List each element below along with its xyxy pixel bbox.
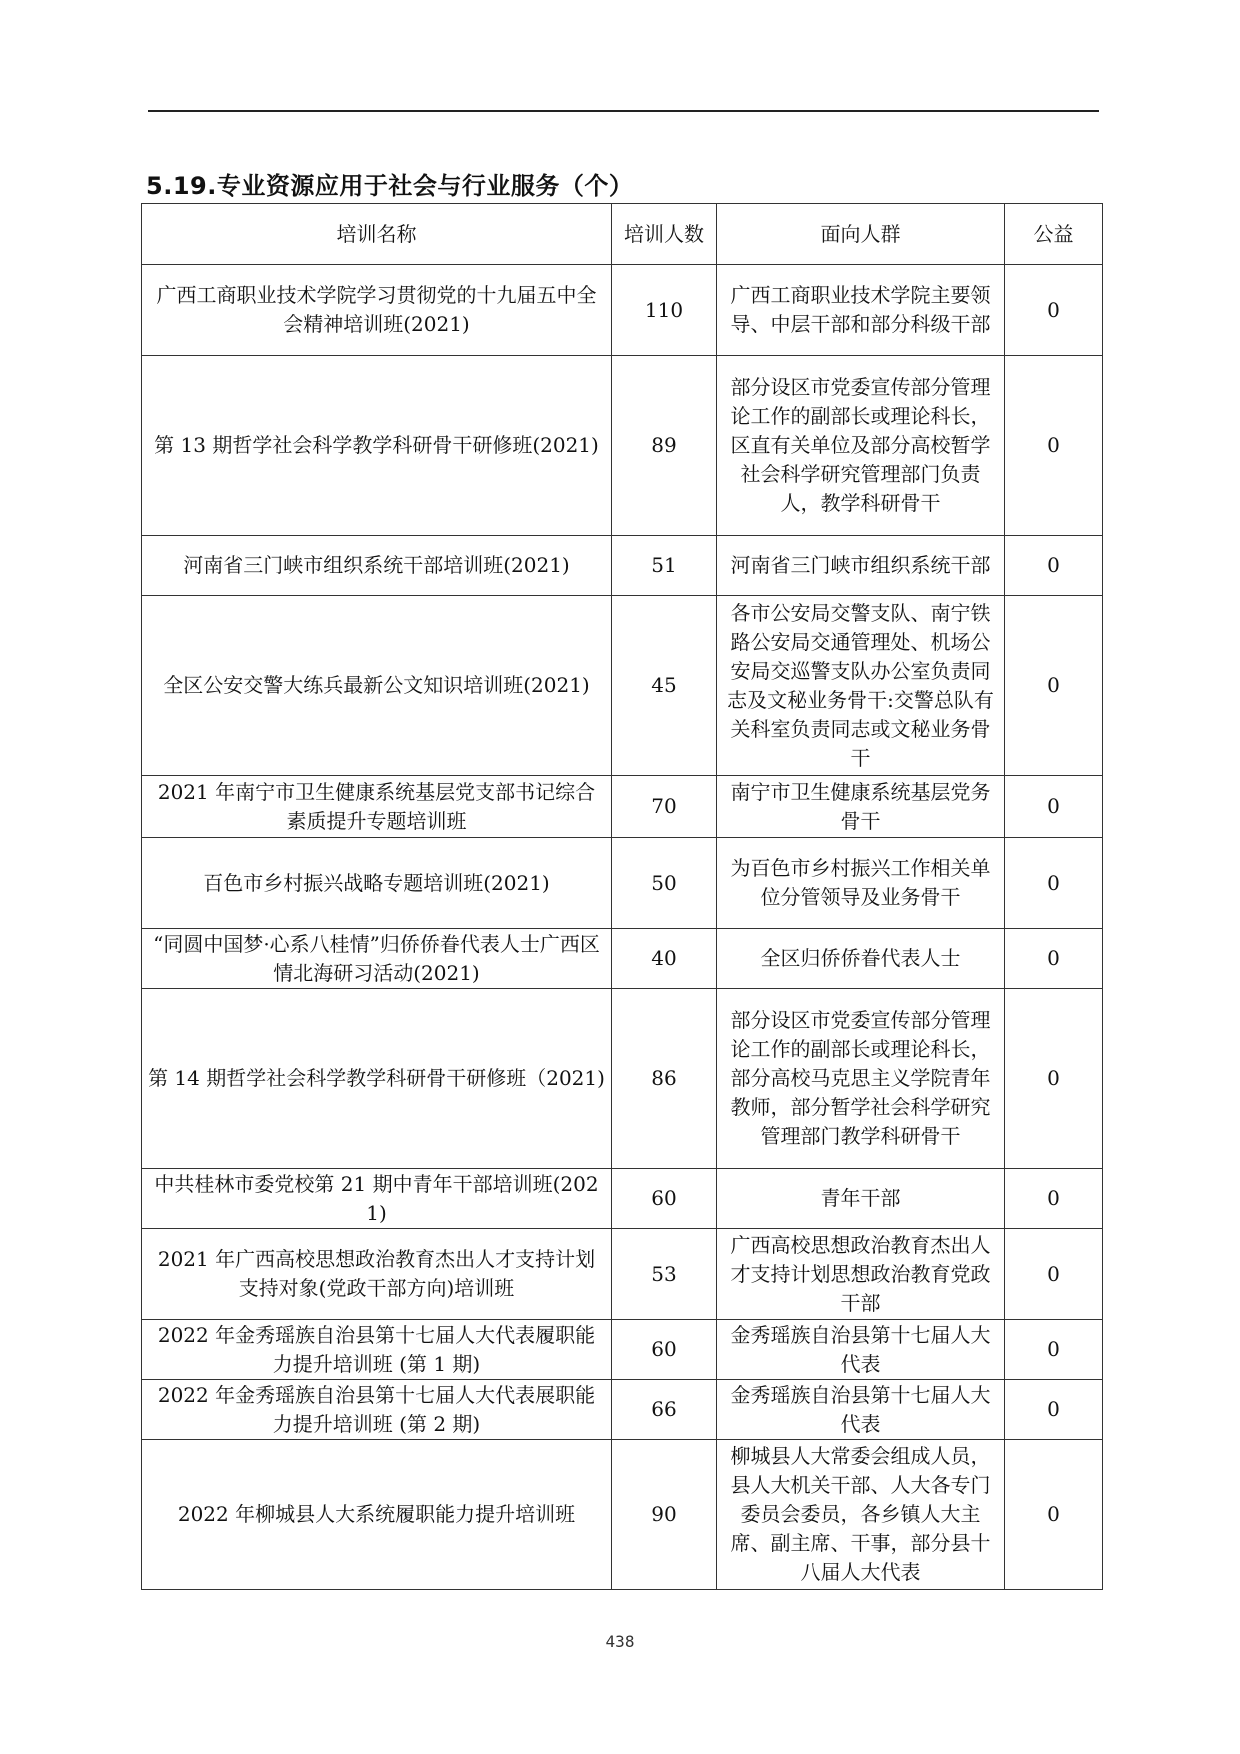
table-header-row (142, 204, 1103, 265)
participant-count: 60 (612, 1169, 717, 1229)
charity-value: 0 (1005, 1380, 1103, 1440)
table-row (142, 1169, 1103, 1229)
table-row (142, 1320, 1103, 1380)
target-audience: 金秀瑶族自治县第十七届人大代表 (717, 1320, 1005, 1380)
header-rule (148, 110, 1099, 112)
table-row (142, 838, 1103, 929)
participant-count: 45 (612, 596, 717, 776)
target-audience: 广西高校思想政治教育杰出人才支持计划思想政治教育党政干部 (717, 1229, 1005, 1320)
training-name: 2022 年金秀瑶族自治县第十七届人大代表展职能力提升培训班 (第 2 期) (142, 1380, 612, 1440)
participant-count: 90 (612, 1440, 717, 1590)
training-name: 广西工商职业技术学院学习贯彻党的十九届五中全会精神培训班(2021) (142, 265, 612, 356)
target-audience: 为百色市乡村振兴工作相关单位分管领导及业务骨干 (717, 838, 1005, 929)
charity-value: 0 (1005, 1440, 1103, 1590)
page-number: 438 (605, 1632, 635, 1651)
participant-count: 110 (612, 265, 717, 356)
charity-value: 0 (1005, 929, 1103, 989)
header-target-audience: 面向人群 (717, 204, 1005, 265)
target-audience: 部分设区市党委宣传部分管理论工作的副部长或理论科长，区直有关单位及部分高校暂学社会科学研究管理部门负责人，教学科研骨干 (717, 356, 1005, 536)
training-name: “同圆中国梦·心系八桂情”归侨侨眷代表人士广西区情北海研习活动(2021) (142, 929, 612, 989)
participant-count: 89 (612, 356, 717, 536)
table-row (142, 929, 1103, 989)
header-charity: 公益 (1005, 204, 1103, 265)
table-row (142, 596, 1103, 776)
header-participant-count: 培训人数 (612, 204, 717, 265)
training-name: 中共桂林市委党校第 21 期中青年干部培训班(2021) (142, 1169, 612, 1229)
table-row (142, 776, 1103, 838)
table-row (142, 1229, 1103, 1320)
training-name: 第 13 期哲学社会科学教学科研骨干研修班(2021) (142, 356, 612, 536)
charity-value: 0 (1005, 776, 1103, 838)
training-name: 2022 年金秀瑶族自治县第十七届人大代表履职能力提升培训班 (第 1 期) (142, 1320, 612, 1380)
target-audience: 部分设区市党委宣传部分管理论工作的副部长或理论科长，部分高校马克思主义学院青年教师，部分暂学社会科学研究管理部门教学科研骨干 (717, 989, 1005, 1169)
target-audience: 柳城县人大常委会组成人员，县人大机关干部、人大各专门委员会委员，各乡镇人大主席、副主席、干事，部分县十八届人大代表 (717, 1440, 1005, 1590)
participant-count: 70 (612, 776, 717, 838)
target-audience: 金秀瑶族自治县第十七届人大代表 (717, 1380, 1005, 1440)
training-name: 第 14 期哲学社会科学教学科研骨干研修班（2021) (142, 989, 612, 1169)
target-audience: 广西工商职业技术学院主要领导、中层干部和部分科级干部 (717, 265, 1005, 356)
charity-value: 0 (1005, 356, 1103, 536)
table-row (142, 536, 1103, 596)
participant-count: 66 (612, 1380, 717, 1440)
charity-value: 0 (1005, 1169, 1103, 1229)
target-audience: 全区归侨侨眷代表人士 (717, 929, 1005, 989)
charity-value: 0 (1005, 596, 1103, 776)
table-row (142, 1440, 1103, 1590)
table-row (142, 989, 1103, 1169)
target-audience: 南宁市卫生健康系统基层党务骨干 (717, 776, 1005, 838)
target-audience: 各市公安局交警支队、南宁铁路公安局交通管理处、机场公安局交巡警支队办公室负责同志及文秘业务骨干:交警总队有关科室负责同志或文秘业务骨干 (717, 596, 1005, 776)
training-name: 全区公安交警大练兵最新公文知识培训班(2021) (142, 596, 612, 776)
participant-count: 60 (612, 1320, 717, 1380)
participant-count: 53 (612, 1229, 717, 1320)
target-audience: 青年干部 (717, 1169, 1005, 1229)
section-title: 5.19.专业资源应用于社会与行业服务（个） (146, 172, 634, 200)
header-training-name: 培训名称 (142, 204, 612, 265)
charity-value: 0 (1005, 989, 1103, 1169)
charity-value: 0 (1005, 536, 1103, 596)
training-name: 2021 年南宁市卫生健康系统基层党支部书记综合素质提升专题培训班 (142, 776, 612, 838)
target-audience: 河南省三门峡市组织系统干部 (717, 536, 1005, 596)
training-name: 2022 年柳城县人大系统履职能力提升培训班 (142, 1440, 612, 1590)
training-name: 2021 年广西高校思想政治教育杰出人才支持计划支持对象(党政干部方向)培训班 (142, 1229, 612, 1320)
training-name: 百色市乡村振兴战略专题培训班(2021) (142, 838, 612, 929)
charity-value: 0 (1005, 1229, 1103, 1320)
participant-count: 86 (612, 989, 717, 1169)
charity-value: 0 (1005, 265, 1103, 356)
table-row (142, 356, 1103, 536)
table-row (142, 265, 1103, 356)
participant-count: 51 (612, 536, 717, 596)
table-row (142, 1380, 1103, 1440)
charity-value: 0 (1005, 1320, 1103, 1380)
participant-count: 40 (612, 929, 717, 989)
training-name: 河南省三门峡市组织系统干部培训班(2021) (142, 536, 612, 596)
training-table (141, 203, 1103, 1590)
charity-value: 0 (1005, 838, 1103, 929)
participant-count: 50 (612, 838, 717, 929)
